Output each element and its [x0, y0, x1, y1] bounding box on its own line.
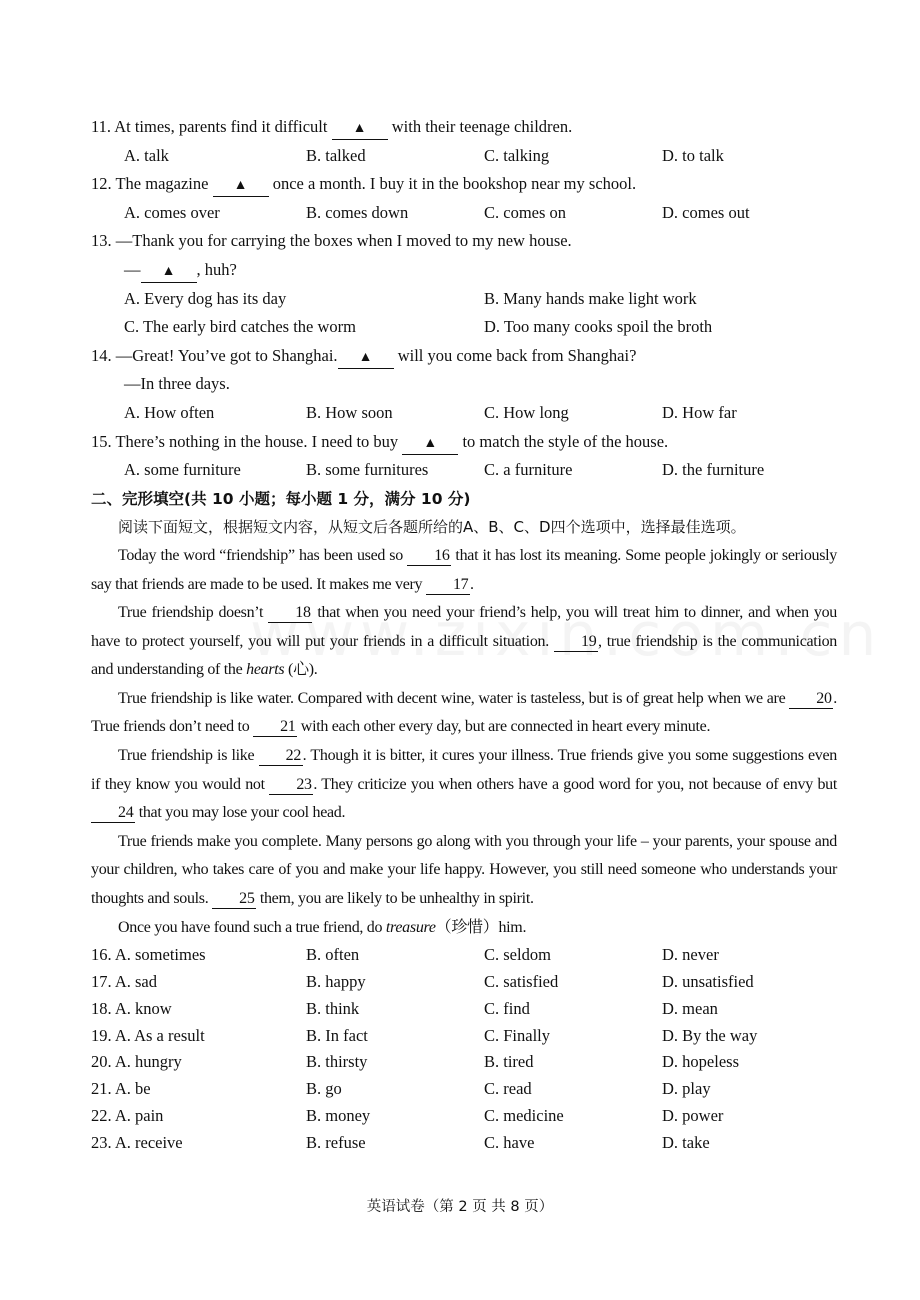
a23-option-a[interactable]: 23. A. receive	[91, 1132, 183, 1152]
answer-row-20	[91, 1049, 837, 1076]
q13-options-cd	[91, 313, 837, 342]
a19-option-d[interactable]: D. By the way	[662, 1025, 758, 1045]
q14-stem-a: 14. —Great! You’ve got to Shanghai.	[91, 345, 338, 365]
passage-paragraph-5	[91, 828, 837, 914]
q11-option-a[interactable]: A. talk	[124, 145, 169, 165]
a22-option-d[interactable]: D. power	[662, 1106, 724, 1125]
p4-text-b: . Though it is bitter, it cures your illness. True friends give you some suggestions even if they know you would not	[91, 747, 837, 793]
q12-option-d[interactable]: D. comes out	[662, 202, 750, 222]
q12-blank[interactable]: ▲	[213, 176, 269, 197]
a22-option-b[interactable]: B. money	[306, 1106, 371, 1125]
blank-23[interactable]: 23	[269, 776, 313, 795]
answer-row-18	[91, 996, 837, 1023]
a18-option-a[interactable]: 18. A. know	[91, 998, 172, 1018]
p2-text-b: that when you need your friend’s help, you will treat him to dinner, and when you have to protect yourself, you will put your friends in a difficult situation.	[91, 604, 837, 650]
q12-stem-b: once a month. I buy it in the bookshop near my school.	[268, 174, 637, 194]
q12-option-a[interactable]: A. comes over	[124, 202, 220, 222]
question-12	[91, 170, 837, 199]
q14-option-c[interactable]: C. How long	[484, 402, 569, 422]
a16-option-b[interactable]: B. often	[306, 945, 360, 965]
a18-option-d[interactable]: D. mean	[662, 998, 718, 1018]
p2-text-c: , true friendship is the communication and understanding of the	[91, 632, 837, 679]
p1-text-c: .	[469, 575, 474, 593]
q13-reply-a: —	[124, 259, 141, 279]
blank-17[interactable]: 17	[426, 576, 470, 595]
q11-option-b[interactable]: B. talked	[306, 145, 366, 165]
q14-reply	[91, 370, 837, 399]
blank-24[interactable]: 24	[91, 804, 135, 823]
passage-paragraph-2	[91, 599, 837, 685]
answer-row-16	[91, 942, 837, 969]
a17-option-d[interactable]: D. unsatisfied	[662, 972, 754, 992]
a16-option-c[interactable]: C. seldom	[484, 945, 551, 965]
passage-paragraph-6	[91, 914, 837, 943]
p1-text-a: Today the word “friendship” has been used so	[118, 546, 408, 564]
question-14	[91, 342, 837, 371]
q11-stem-a: 11. At times, parents find it difficult	[91, 117, 332, 136]
q13-option-a[interactable]: A. Every dog has its day	[124, 288, 287, 308]
q15-stem-b: to match the style of the house.	[458, 431, 669, 451]
blank-19[interactable]: 19	[554, 633, 598, 652]
blank-22[interactable]: 22	[259, 747, 303, 766]
q14-options	[91, 399, 837, 428]
q15-option-b[interactable]: B. some furnitures	[306, 460, 429, 480]
p2-text-e: (心).	[284, 661, 318, 679]
q14-blank[interactable]: ▲	[338, 348, 394, 369]
a21-option-b[interactable]: B. go	[306, 1079, 342, 1099]
q13-option-b[interactable]: B. Many hands make light work	[484, 288, 697, 308]
p6-text-c: （珍惜）him.	[435, 918, 527, 936]
a20-option-c[interactable]: B. tired	[484, 1052, 534, 1072]
p3-text-c: with each other every day, but are connected in heart every minute.	[297, 718, 711, 736]
answer-row-23	[91, 1130, 837, 1157]
q11-option-d[interactable]: D. to talk	[662, 145, 724, 165]
section-2-heading: 二、完形填空(共 10 小题；每小题 1 分，满分 10 分)	[91, 489, 471, 508]
a19-option-a[interactable]: 19. A. As a result	[91, 1025, 205, 1045]
q11-options	[91, 142, 837, 171]
p6-text-a: Once you have found such a true friend, do	[118, 918, 386, 936]
q11-option-c[interactable]: C. talking	[484, 145, 550, 165]
p1-text-b: that it has lost its meaning. Some people jokingly or seriously say that friends are made to be used. It makes me very	[91, 546, 838, 593]
a17-option-c[interactable]: C. satisfied	[484, 972, 559, 992]
blank-18[interactable]: 18	[268, 604, 312, 623]
a21-option-c[interactable]: C. read	[484, 1079, 532, 1099]
blank-20[interactable]: 20	[789, 690, 833, 709]
question-15	[91, 428, 837, 457]
p6-italic-treasure: treasure	[385, 918, 436, 936]
a18-option-c[interactable]: C. find	[484, 998, 530, 1018]
a19-option-b[interactable]: B. In fact	[306, 1025, 368, 1045]
q14-stem-b: will you come back from Shanghai?	[393, 345, 637, 365]
q12-options	[91, 199, 837, 228]
a20-option-d[interactable]: D. hopeless	[662, 1052, 739, 1072]
a16-option-a[interactable]: 16. A. sometimes	[91, 945, 206, 965]
q12-option-b[interactable]: B. comes down	[306, 202, 409, 222]
q15-option-d[interactable]: D. the furniture	[662, 460, 765, 480]
a23-option-b[interactable]: B. refuse	[306, 1132, 366, 1152]
q15-option-a[interactable]: A. some furniture	[124, 460, 241, 480]
a19-option-c[interactable]: C. Finally	[484, 1025, 551, 1045]
answer-row-17	[91, 969, 837, 996]
answer-row-22	[91, 1103, 837, 1130]
a21-option-a[interactable]: 21. A. be	[91, 1079, 151, 1099]
a18-option-b[interactable]: B. think	[306, 998, 360, 1018]
exam-page	[91, 113, 837, 1157]
answer-row-21	[91, 1076, 837, 1103]
q15-blank[interactable]: ▲	[402, 434, 458, 455]
a21-option-d[interactable]: D. play	[662, 1079, 711, 1099]
q14-option-b[interactable]: B. How soon	[306, 402, 393, 422]
question-11	[91, 113, 837, 142]
q14-option-d[interactable]: D. How far	[662, 402, 737, 422]
p3-text-a: True friendship is like water. Compared with decent wine, water is tasteless, but is of great help when we are	[118, 689, 790, 707]
section-2-instruction: 阅读下面短文，根据短文内容，从短文后各题所给的A、B、C、D四个选项中，选择最佳选项。	[118, 518, 746, 537]
q15-option-c[interactable]: C. a furniture	[484, 460, 573, 480]
p5-text-a: True friends make you complete. Many persons go along with you through your life – your parents, your spouse and your children, who takes care of you and make your life happy. However, you still need someone who understands your thoughts and souls.	[91, 832, 837, 908]
q13-blank[interactable]: ▲	[141, 262, 197, 283]
a20-option-a[interactable]: 20. A. hungry	[91, 1052, 182, 1072]
a23-option-d[interactable]: D. take	[662, 1132, 710, 1152]
p5-text-b: them, you are likely to be unhealthy in spirit.	[256, 890, 534, 908]
q13-options-ab	[91, 285, 837, 314]
a22-option-c[interactable]: C. medicine	[484, 1106, 564, 1125]
q15-stem-a: 15. There’s nothing in the house. I need to buy	[91, 431, 403, 451]
q15-options	[91, 456, 837, 485]
q11-blank[interactable]: ▲	[332, 119, 388, 140]
q12-option-c[interactable]: C. comes on	[484, 202, 567, 222]
q14-reply-text: —In three days.	[124, 374, 230, 394]
p2-italic-hearts: hearts	[246, 661, 285, 679]
passage-paragraph-1	[91, 542, 837, 599]
q12-stem-a: 12. The magazine	[91, 174, 213, 194]
q13-option-c[interactable]: C. The early bird catches the worm	[124, 317, 356, 337]
q13-reply	[91, 256, 837, 285]
answer-row-19	[91, 1023, 837, 1050]
a22-option-a[interactable]: 22. A. pain	[91, 1106, 164, 1125]
q13-option-d[interactable]: D. Too many cooks spoil the broth	[484, 317, 713, 337]
p4-text-d: that you may lose your cool head.	[135, 804, 346, 822]
passage-paragraph-4	[91, 742, 837, 828]
blank-16[interactable]: 16	[407, 547, 451, 566]
a17-option-a[interactable]: 17. A. sad	[91, 972, 157, 992]
q13-reply-b: , huh?	[196, 259, 237, 279]
a17-option-b[interactable]: B. happy	[306, 972, 366, 992]
passage-paragraph-3	[91, 685, 837, 742]
a23-option-c[interactable]: C. have	[484, 1132, 535, 1152]
blank-21[interactable]: 21	[253, 718, 297, 737]
q14-option-a[interactable]: A. How often	[124, 402, 215, 422]
p4-text-c: . They criticize you when others have a good word for you, not because of envy but	[313, 775, 837, 793]
blank-25[interactable]: 25	[212, 890, 256, 909]
a16-option-d[interactable]: D. never	[662, 945, 719, 965]
a20-option-b[interactable]: B. thirsty	[306, 1052, 368, 1072]
page-footer: 英语试卷（第 2 页 共 8 页）	[366, 1199, 554, 1215]
p3-text-b: . True friends don’t need to	[91, 689, 837, 736]
p4-text-a: True friendship is like	[118, 747, 259, 765]
q13-stem: 13. —Thank you for carrying the boxes when I moved to my new house.	[91, 231, 572, 251]
p2-text-a: True friendship doesn’t	[118, 604, 269, 622]
question-13	[91, 227, 837, 256]
q11-stem-b: with their teenage children.	[387, 117, 573, 136]
